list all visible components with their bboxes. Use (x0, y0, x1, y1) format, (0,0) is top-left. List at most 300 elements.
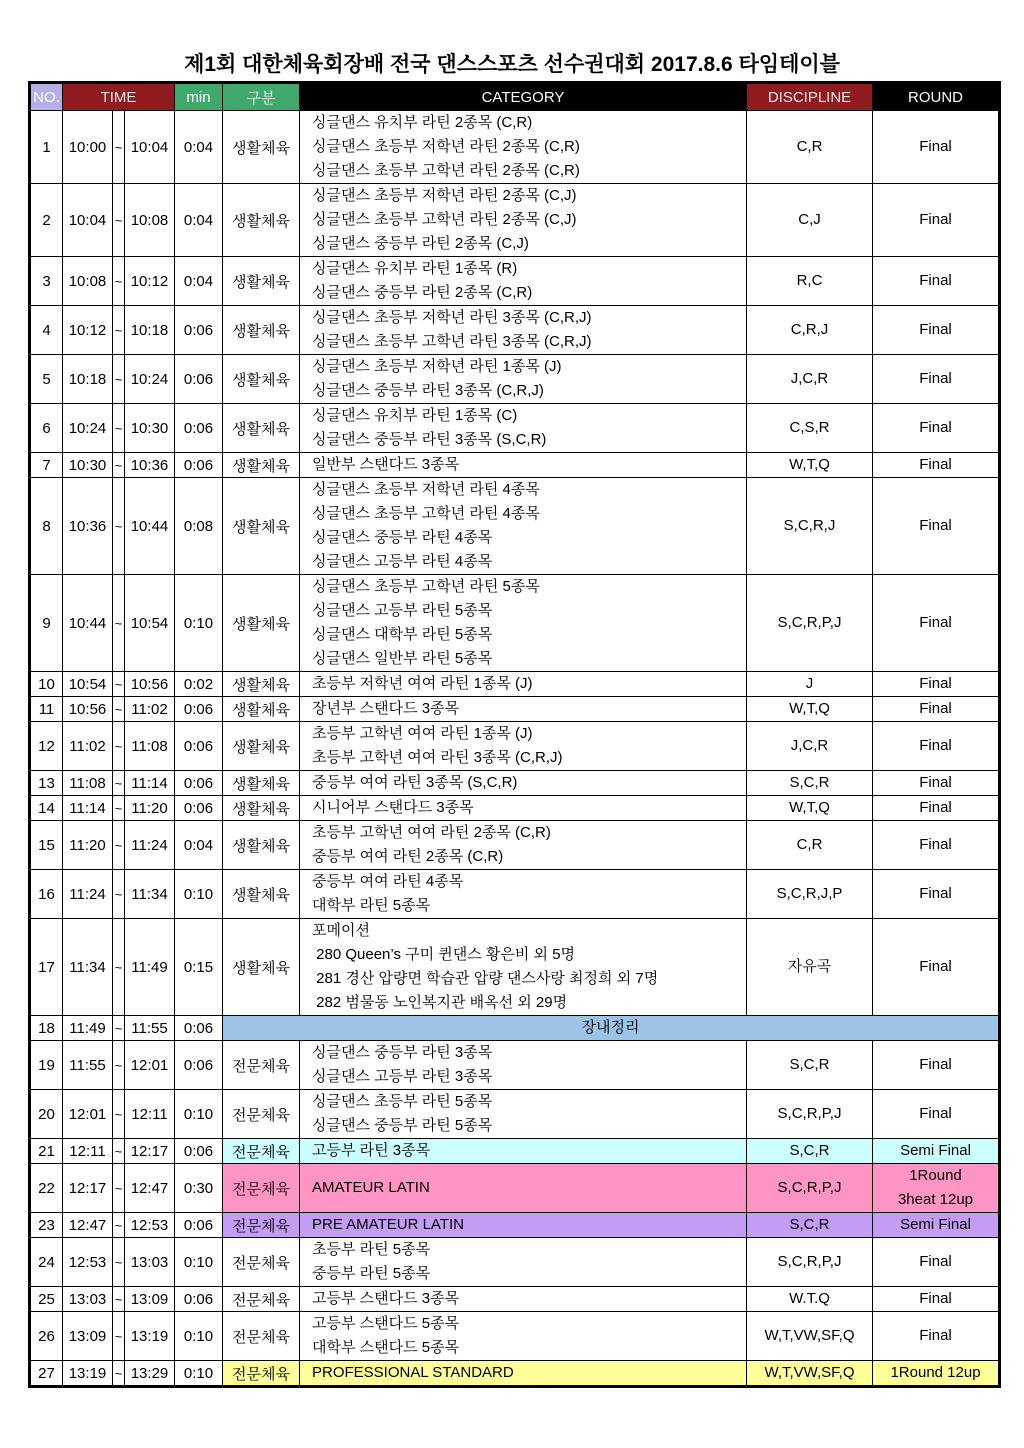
category-line: 대학부 라틴 5종목 (312, 897, 431, 914)
category-line: PRE AMATEUR LATIN (312, 1216, 464, 1233)
category-line: 싱글댄스 초등부 저학년 라틴 1종목 (J) (312, 358, 562, 375)
round-line: Final (919, 272, 952, 289)
time-end: 12:01 (125, 1041, 175, 1090)
round-cell (873, 1164, 1000, 1213)
category-line: 싱글댄스 중등부 라틴 2종목 (C,R) (312, 284, 533, 301)
duration: 0:04 (175, 111, 223, 184)
row-number: 23 (30, 1213, 63, 1238)
time-tilde: ~ (113, 111, 125, 184)
discipline-cell (747, 404, 873, 453)
discipline-label: W,T,VW,SF,Q (764, 1327, 855, 1344)
time-end: 12:47 (125, 1164, 175, 1213)
type-cell: 전문체육 (223, 1041, 300, 1090)
time-end: 10:44 (125, 478, 175, 575)
time-start: 11:14 (63, 796, 113, 821)
time-start: 10:44 (63, 575, 113, 672)
type-cell: 생활체육 (223, 404, 300, 453)
category-line: 싱글댄스 초등부 고학년 라틴 2종목 (C,R) (312, 162, 580, 179)
duration: 0:06 (175, 1287, 223, 1312)
discipline-label: S,C,R,P,J (777, 1105, 842, 1122)
time-tilde: ~ (113, 1238, 125, 1287)
table-row (30, 870, 1000, 919)
table-row (30, 919, 1000, 1016)
category-cell (300, 870, 747, 919)
discipline-cell (747, 722, 873, 771)
timetable (28, 81, 1001, 1388)
discipline-cell (747, 257, 873, 306)
category-cell (300, 453, 747, 478)
row-number: 8 (30, 478, 63, 575)
time-end: 10:12 (125, 257, 175, 306)
discipline-cell (747, 306, 873, 355)
round-cell (873, 453, 1000, 478)
discipline-cell (747, 771, 873, 796)
round-cell (873, 870, 1000, 919)
time-tilde: ~ (113, 1213, 125, 1238)
type-cell: 생활체육 (223, 306, 300, 355)
duration: 0:06 (175, 771, 223, 796)
category-line: 싱글댄스 고등부 라틴 4종목 (312, 553, 493, 570)
category-line: 대학부 스탠다드 5종목 (312, 1339, 460, 1356)
type-cell: 생활체육 (223, 111, 300, 184)
duration: 0:10 (175, 870, 223, 919)
duration: 0:02 (175, 672, 223, 697)
table-row (30, 355, 1000, 404)
time-tilde: ~ (113, 672, 125, 697)
time-start: 11:49 (63, 1016, 113, 1041)
category-line: 싱글댄스 초등부 저학년 라틴 2종목 (C,R) (312, 138, 580, 155)
round-cell (873, 697, 1000, 722)
row-number: 9 (30, 575, 63, 672)
category-cell (300, 111, 747, 184)
duration: 0:06 (175, 306, 223, 355)
time-start: 10:04 (63, 184, 113, 257)
category-line: 싱글댄스 중등부 라틴 3종목 (312, 1044, 493, 1061)
duration: 0:06 (175, 1041, 223, 1090)
time-end: 11:08 (125, 722, 175, 771)
round-cell (873, 821, 1000, 870)
time-tilde: ~ (113, 575, 125, 672)
discipline-label: C,S,R (789, 419, 830, 436)
category-line: 싱글댄스 중등부 라틴 2종목 (C,J) (312, 235, 529, 252)
round-cell (873, 478, 1000, 575)
time-end: 12:17 (125, 1139, 175, 1164)
type-cell: 전문체육 (223, 1361, 300, 1387)
discipline-label: C,R,J (790, 321, 829, 338)
row-number: 11 (30, 697, 63, 722)
category-cell (300, 919, 747, 1016)
duration: 0:08 (175, 478, 223, 575)
discipline-label: S,C,R,P,J (777, 614, 842, 631)
category-line: 싱글댄스 중등부 라틴 3종목 (C,R,J) (312, 382, 544, 399)
table-row (30, 257, 1000, 306)
row-number: 6 (30, 404, 63, 453)
table-row (30, 821, 1000, 870)
round-line: 1Round (909, 1167, 962, 1184)
time-end: 11:55 (125, 1016, 175, 1041)
category-line: 싱글댄스 초등부 저학년 라틴 2종목 (C,J) (312, 187, 577, 204)
round-cell (873, 771, 1000, 796)
category-cell (300, 355, 747, 404)
row-number: 13 (30, 771, 63, 796)
category-line: 싱글댄스 초등부 라틴 5종목 (312, 1093, 493, 1110)
row-number: 27 (30, 1361, 63, 1387)
duration: 0:06 (175, 1213, 223, 1238)
row-number: 7 (30, 453, 63, 478)
round-cell (873, 355, 1000, 404)
time-end: 13:19 (125, 1312, 175, 1361)
round-line: Final (919, 517, 952, 534)
round-cell (873, 796, 1000, 821)
category-cell (300, 306, 747, 355)
category-line: 일반부 스탠다드 3종목 (312, 456, 460, 473)
time-end: 11:49 (125, 919, 175, 1016)
time-start: 11:55 (63, 1041, 113, 1090)
time-end: 10:04 (125, 111, 175, 184)
header-round: ROUND (873, 83, 1000, 111)
type-cell: 생활체육 (223, 184, 300, 257)
table-row (30, 1139, 1000, 1164)
discipline-label: W.T.Q (789, 1290, 830, 1307)
time-start: 11:08 (63, 771, 113, 796)
type-cell: 전문체육 (223, 1090, 300, 1139)
row-number: 21 (30, 1139, 63, 1164)
category-line: 싱글댄스 유치부 라틴 1종목 (C) (312, 407, 518, 424)
discipline-label: J,C,R (790, 737, 829, 754)
table-row (30, 1361, 1000, 1387)
round-cell (873, 1041, 1000, 1090)
duration: 0:30 (175, 1164, 223, 1213)
time-end: 10:36 (125, 453, 175, 478)
duration: 0:06 (175, 1016, 223, 1041)
type-cell: 생활체육 (223, 870, 300, 919)
discipline-label: J,C,R (790, 370, 829, 387)
header-no: NO. (30, 83, 63, 111)
table-row (30, 111, 1000, 184)
time-end: 10:18 (125, 306, 175, 355)
time-tilde: ~ (113, 821, 125, 870)
discipline-label: S,C,R,J,P (776, 885, 843, 902)
round-line: Final (919, 370, 952, 387)
round-line: 3heat 12up (897, 1191, 974, 1208)
category-line: PROFESSIONAL STANDARD (312, 1364, 514, 1381)
discipline-cell (747, 672, 873, 697)
duration: 0:04 (175, 257, 223, 306)
category-line: 초등부 고학년 여여 라틴 1종목 (J) (312, 725, 533, 742)
header-discipline: DISCIPLINE (747, 83, 873, 111)
discipline-cell (747, 1312, 873, 1361)
round-cell (873, 1213, 1000, 1238)
row-number: 20 (30, 1090, 63, 1139)
category-line: 고등부 스탠다드 3종목 (312, 1290, 460, 1307)
category-line: 장년부 스탠다드 3종목 (312, 700, 460, 717)
discipline-label: S,C,R,P,J (777, 1179, 842, 1196)
round-cell (873, 404, 1000, 453)
round-line: Final (919, 456, 952, 473)
duration: 0:06 (175, 722, 223, 771)
row-number: 2 (30, 184, 63, 257)
discipline-cell (747, 184, 873, 257)
discipline-cell (747, 1041, 873, 1090)
type-cell: 전문체육 (223, 1213, 300, 1238)
round-cell (873, 1361, 1000, 1387)
table-row (30, 575, 1000, 672)
row-number: 4 (30, 306, 63, 355)
time-end: 13:29 (125, 1361, 175, 1387)
category-line: 초등부 저학년 여여 라틴 1종목 (J) (312, 675, 533, 692)
round-line: Final (919, 1105, 952, 1122)
table-row (30, 796, 1000, 821)
time-tilde: ~ (113, 870, 125, 919)
type-cell: 생활체육 (223, 771, 300, 796)
time-end: 10:30 (125, 404, 175, 453)
discipline-cell (747, 821, 873, 870)
time-start: 13:19 (63, 1361, 113, 1387)
discipline-cell (747, 355, 873, 404)
type-cell: 생활체육 (223, 478, 300, 575)
time-start: 13:03 (63, 1287, 113, 1312)
round-cell (873, 184, 1000, 257)
round-cell (873, 111, 1000, 184)
time-tilde: ~ (113, 796, 125, 821)
time-tilde: ~ (113, 306, 125, 355)
discipline-cell (747, 1090, 873, 1139)
table-row (30, 1016, 1000, 1041)
header-category: CATEGORY (300, 83, 747, 111)
table-row (30, 453, 1000, 478)
time-tilde: ~ (113, 697, 125, 722)
time-start: 12:53 (63, 1238, 113, 1287)
category-cell (300, 697, 747, 722)
discipline-cell (747, 796, 873, 821)
round-cell (873, 1090, 1000, 1139)
time-tilde: ~ (113, 1090, 125, 1139)
round-cell (873, 1312, 1000, 1361)
discipline-label: S,C,R (789, 774, 830, 791)
time-tilde: ~ (113, 1287, 125, 1312)
round-cell (873, 1287, 1000, 1312)
time-end: 11:34 (125, 870, 175, 919)
table-row (30, 1213, 1000, 1238)
round-line: Final (919, 1290, 952, 1307)
type-cell: 생활체육 (223, 919, 300, 1016)
duration: 0:15 (175, 919, 223, 1016)
round-line: Final (919, 799, 952, 816)
discipline-label: C,R (796, 836, 823, 853)
category-line: 중등부 여여 라틴 3종목 (S,C,R) (312, 774, 518, 791)
time-end: 10:56 (125, 672, 175, 697)
type-cell: 생활체육 (223, 672, 300, 697)
header-time: TIME (63, 83, 175, 111)
round-cell (873, 672, 1000, 697)
category-cell (300, 672, 747, 697)
time-end: 13:03 (125, 1238, 175, 1287)
discipline-cell (747, 870, 873, 919)
time-tilde: ~ (113, 478, 125, 575)
discipline-label: C,R (796, 138, 823, 155)
row-number: 15 (30, 821, 63, 870)
category-cell (300, 1213, 747, 1238)
round-line: Semi Final (900, 1216, 971, 1233)
row-number: 18 (30, 1016, 63, 1041)
type-cell: 생활체육 (223, 575, 300, 672)
time-tilde: ~ (113, 1016, 125, 1041)
round-line: Final (919, 700, 952, 717)
row-number: 16 (30, 870, 63, 919)
time-tilde: ~ (113, 771, 125, 796)
duration: 0:10 (175, 1312, 223, 1361)
time-tilde: ~ (113, 355, 125, 404)
time-start: 11:24 (63, 870, 113, 919)
table-row (30, 697, 1000, 722)
table-row (30, 672, 1000, 697)
row-number: 17 (30, 919, 63, 1016)
time-tilde: ~ (113, 184, 125, 257)
time-start: 12:11 (63, 1139, 113, 1164)
row-number: 3 (30, 257, 63, 306)
type-cell: 생활체육 (223, 821, 300, 870)
category-cell (300, 404, 747, 453)
discipline-label: W,T,Q (789, 456, 830, 473)
table-row (30, 1041, 1000, 1090)
category-line: 시니어부 스탠다드 3종목 (312, 799, 474, 816)
discipline-label: J (805, 675, 814, 692)
round-cell (873, 575, 1000, 672)
row-number: 12 (30, 722, 63, 771)
time-end: 10:08 (125, 184, 175, 257)
duration: 0:10 (175, 1090, 223, 1139)
discipline-cell (747, 478, 873, 575)
table-row (30, 478, 1000, 575)
round-line: Final (919, 1327, 952, 1344)
category-line: AMATEUR LATIN (312, 1179, 430, 1196)
round-line: Final (919, 138, 952, 155)
time-start: 10:24 (63, 404, 113, 453)
row-number: 10 (30, 672, 63, 697)
category-cell (300, 1287, 747, 1312)
discipline-cell (747, 575, 873, 672)
category-cell (300, 1312, 747, 1361)
category-cell (300, 478, 747, 575)
row-number: 25 (30, 1287, 63, 1312)
duration: 0:06 (175, 796, 223, 821)
time-tilde: ~ (113, 1139, 125, 1164)
table-row (30, 1312, 1000, 1361)
type-cell: 생활체육 (223, 722, 300, 771)
round-line: Final (919, 885, 952, 902)
type-cell: 생활체육 (223, 796, 300, 821)
time-tilde: ~ (113, 257, 125, 306)
table-row (30, 1287, 1000, 1312)
category-line: 초등부 고학년 여여 라틴 3종목 (C,R,J) (312, 749, 563, 766)
category-line: 싱글댄스 초등부 고학년 라틴 5종목 (312, 578, 540, 595)
discipline-label: 자유곡 (787, 958, 832, 975)
category-line: 싱글댄스 유치부 라틴 2종목 (C,R) (312, 114, 533, 131)
discipline-cell (747, 453, 873, 478)
category-cell (300, 1164, 747, 1213)
category-line: 싱글댄스 초등부 고학년 라틴 3종목 (C,R,J) (312, 333, 592, 350)
time-end: 11:02 (125, 697, 175, 722)
time-end: 10:54 (125, 575, 175, 672)
duration: 0:06 (175, 453, 223, 478)
header-type: 구분 (223, 83, 300, 111)
round-line: Final (919, 211, 952, 228)
discipline-cell (747, 1287, 873, 1312)
category-line: 싱글댄스 중등부 라틴 4종목 (312, 529, 493, 546)
category-line: 싱글댄스 고등부 라틴 3종목 (312, 1068, 493, 1085)
time-start: 10:18 (63, 355, 113, 404)
time-tilde: ~ (113, 453, 125, 478)
category-cell (300, 722, 747, 771)
page-title: 제1회 대한체육회장배 전국 댄스스포츠 선수권대회 2017.8.6 타임테이블 (184, 53, 840, 76)
category-cell (300, 771, 747, 796)
round-line: Semi Final (900, 1142, 971, 1159)
type-cell: 생활체육 (223, 257, 300, 306)
time-start: 10:56 (63, 697, 113, 722)
category-line: 싱글댄스 일반부 라틴 5종목 (312, 650, 493, 667)
category-line: 281 경산 압량면 학습관 압량 댄스사랑 최정희 외 7명 (312, 970, 659, 987)
table-row (30, 1090, 1000, 1139)
round-cell (873, 1238, 1000, 1287)
discipline-label: S,C,R (789, 1142, 830, 1159)
table-row (30, 404, 1000, 453)
time-start: 12:47 (63, 1213, 113, 1238)
time-tilde: ~ (113, 1312, 125, 1361)
duration: 0:06 (175, 697, 223, 722)
duration: 0:04 (175, 821, 223, 870)
header-row (30, 83, 1000, 111)
type-cell: 전문체육 (223, 1287, 300, 1312)
time-end: 11:24 (125, 821, 175, 870)
row-number: 5 (30, 355, 63, 404)
time-end: 11:14 (125, 771, 175, 796)
round-line: Final (919, 614, 952, 631)
discipline-cell (747, 697, 873, 722)
time-start: 12:01 (63, 1090, 113, 1139)
category-cell (300, 1361, 747, 1387)
row-number: 24 (30, 1238, 63, 1287)
merged-label: 장내정리 (581, 1019, 640, 1036)
category-cell (300, 184, 747, 257)
category-line: 싱글댄스 고등부 라틴 5종목 (312, 602, 493, 619)
time-end: 12:11 (125, 1090, 175, 1139)
header-min: min (175, 83, 223, 111)
round-cell (873, 306, 1000, 355)
category-cell (300, 796, 747, 821)
time-tilde: ~ (113, 722, 125, 771)
discipline-label: W,T,Q (789, 700, 830, 717)
category-line: 중등부 여여 라틴 2종목 (C,R) (312, 848, 504, 865)
type-cell: 전문체육 (223, 1312, 300, 1361)
discipline-label: R,C (796, 272, 823, 289)
category-line: 싱글댄스 초등부 저학년 라틴 4종목 (312, 481, 540, 498)
round-line: Final (919, 675, 952, 692)
discipline-label: S,C,R (789, 1056, 830, 1073)
timetable-body (30, 111, 1000, 1387)
time-start: 10:12 (63, 306, 113, 355)
time-end: 10:24 (125, 355, 175, 404)
table-row (30, 771, 1000, 796)
round-cell (873, 1139, 1000, 1164)
discipline-cell (747, 919, 873, 1016)
time-start: 11:34 (63, 919, 113, 1016)
round-cell (873, 257, 1000, 306)
discipline-cell (747, 1361, 873, 1387)
category-line: 싱글댄스 초등부 저학년 라틴 3종목 (C,R,J) (312, 309, 592, 326)
time-tilde: ~ (113, 1361, 125, 1387)
time-start: 13:09 (63, 1312, 113, 1361)
category-line: 싱글댄스 중등부 라틴 5종목 (312, 1117, 493, 1134)
